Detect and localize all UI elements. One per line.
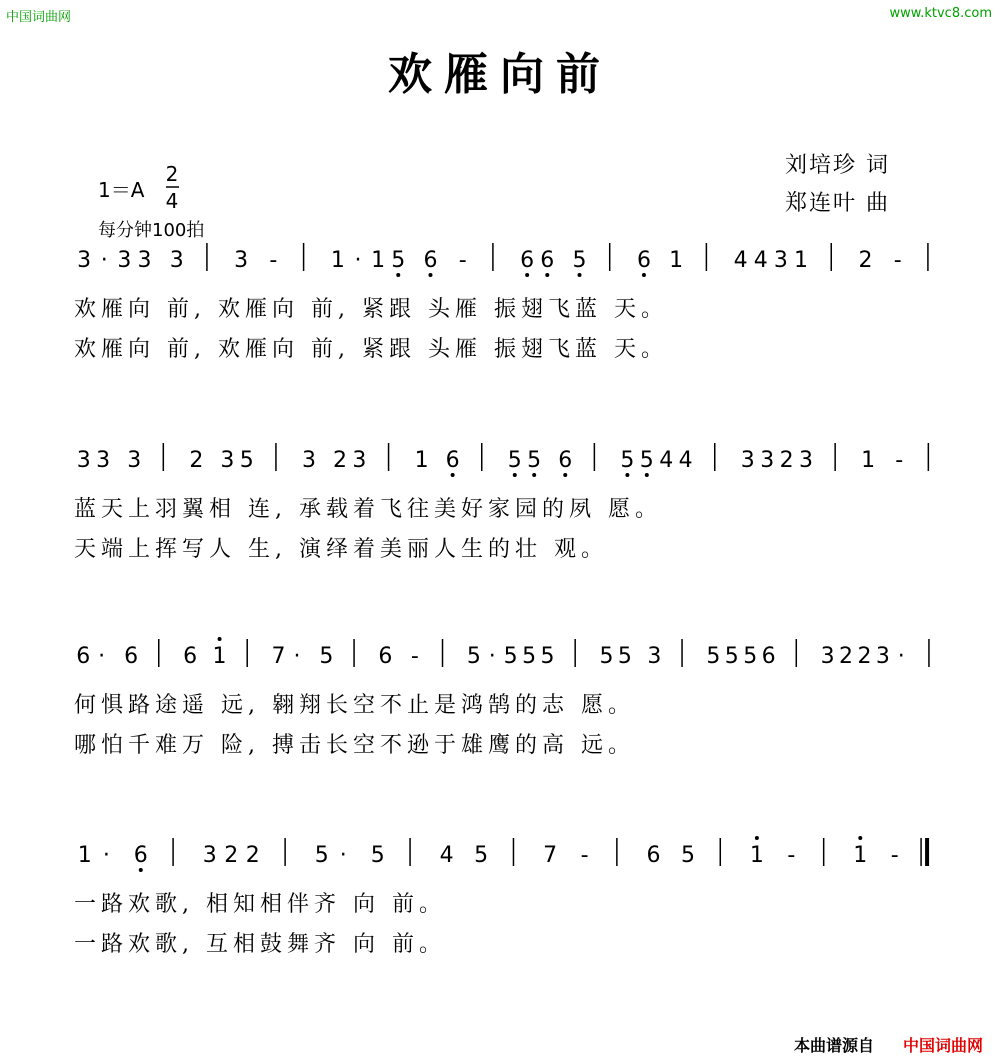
lyric-line: 一路欢歌, 互相鼓舞齐 向 前。 [74, 932, 446, 957]
note: 5 [239, 448, 254, 473]
lyric-line: 天端上挥写人 生, 演绎着美丽人生的壮 观。 [74, 537, 608, 562]
note: 4 [678, 448, 693, 473]
octave-dot-below [578, 273, 582, 277]
note: 3 [169, 248, 184, 273]
lyric-line: 蓝天上羽翼相 连, 承载着飞往美好家园的夙 愿。 [74, 497, 662, 522]
note: 3 [799, 448, 814, 473]
note: 2 [224, 843, 239, 868]
octave-dot-below [396, 273, 400, 277]
note: 5 [599, 644, 614, 669]
note: 3 [820, 644, 835, 669]
note-dash: - [893, 248, 902, 273]
note: 2 [333, 448, 348, 473]
note: 5 [527, 448, 542, 473]
note-dash: - [410, 644, 419, 669]
note: 6 [124, 644, 139, 669]
note: 6 [423, 248, 438, 273]
note: 1 [794, 248, 809, 273]
note: 2 [857, 644, 872, 669]
lyric-line: 欢雁向 前, 欢雁向 前, 紧跟 头雁 振翅飞蓝 天。 [74, 297, 668, 322]
note: 1 [414, 448, 429, 473]
note: 6 [183, 644, 198, 669]
lyric-line: 欢雁向 前, 欢雁向 前, 紧跟 头雁 振翅飞蓝 天。 [74, 337, 668, 362]
note: 1 [371, 248, 386, 273]
augmentation-dot: · [897, 644, 905, 669]
augmentation-dot: · [293, 644, 301, 669]
note: 5 [706, 644, 721, 669]
note: 6 [445, 448, 460, 473]
time-signature-top: 2 [165, 162, 179, 186]
note: 3 [77, 248, 92, 273]
note: 1 [853, 843, 868, 868]
note: 5 [620, 448, 635, 473]
note: 7 [543, 843, 558, 868]
note: 5 [572, 248, 587, 273]
note: 5 [617, 644, 632, 669]
note: 3 [352, 448, 367, 473]
note: 5 [370, 843, 385, 868]
note: 1 [749, 843, 764, 868]
note: 3 [760, 448, 775, 473]
footer-source-site: 中国词曲网 [903, 1036, 984, 1055]
augmentation-dot: · [102, 843, 110, 868]
note: 4 [659, 448, 674, 473]
octave-dot-above [218, 637, 222, 641]
note: 6 [378, 644, 393, 669]
note: 3 [773, 248, 788, 273]
note: 6 [636, 248, 651, 273]
note: 3 [234, 248, 249, 273]
note: 6 [646, 843, 661, 868]
note: 1 [212, 644, 227, 669]
note: 1 [669, 248, 684, 273]
note: 5 [474, 843, 489, 868]
note: 6 [76, 644, 91, 669]
octave-dot-below [451, 473, 455, 477]
tempo-marking: 每分钟100拍 [98, 220, 205, 241]
note: 5 [680, 843, 695, 868]
note: 4 [733, 248, 748, 273]
note: 3 [647, 644, 662, 669]
note: 5 [507, 448, 522, 473]
note: 5 [743, 644, 758, 669]
note-dash: - [895, 448, 904, 473]
song-title: 欢雁向前 [388, 49, 612, 100]
augmentation-dot: · [100, 248, 108, 273]
note: 1 [77, 843, 92, 868]
note-dash: - [787, 843, 796, 868]
note: 5 [391, 248, 406, 273]
note: 3 [117, 248, 132, 273]
lyric-line: 哪怕千难万 险, 搏击长空不逊于雄鹰的高 远。 [74, 733, 635, 758]
note: 5 [319, 644, 334, 669]
note: 4 [439, 843, 454, 868]
note: 3 [127, 448, 142, 473]
note: 5 [522, 644, 537, 669]
site-watermark-left: 中国词曲网 [6, 10, 72, 25]
octave-dot-below [513, 473, 517, 477]
note: 3 [76, 448, 91, 473]
site-watermark-right: www.ktvc8.com [889, 6, 992, 21]
octave-dot-below [139, 868, 143, 872]
note: 2 [245, 843, 260, 868]
lyric-line: 何惧路途遥 远, 翱翔长空不止是鸿鹄的志 愿。 [74, 693, 635, 718]
note: 1 [330, 248, 345, 273]
note: 5 [639, 448, 654, 473]
note: 6 [558, 448, 573, 473]
octave-dot-below [563, 473, 567, 477]
key-signature: 1＝A [98, 178, 145, 202]
octave-dot-below [645, 473, 649, 477]
note: 3 [96, 448, 111, 473]
note: 6 [761, 644, 776, 669]
note: 5 [466, 644, 481, 669]
note: 5 [503, 644, 518, 669]
note: 5 [724, 644, 739, 669]
octave-dot-below [428, 273, 432, 277]
augmentation-dot: · [488, 644, 496, 669]
note-dash: - [458, 248, 467, 273]
note: 1 [861, 448, 876, 473]
octave-dot-below [642, 273, 646, 277]
note: 3 [740, 448, 755, 473]
note: 3 [137, 248, 152, 273]
note: 2 [189, 448, 204, 473]
note: 6 [540, 248, 555, 273]
augmentation-dot: · [98, 644, 106, 669]
note: 4 [753, 248, 768, 273]
octave-dot-below [545, 273, 549, 277]
note-dash: - [269, 248, 278, 273]
octave-dot-above [858, 836, 862, 840]
note-dash: - [890, 843, 899, 868]
footer-source-label: 本曲谱源自 [794, 1036, 875, 1055]
lyric-line: 一路欢歌, 相知相伴齐 向 前。 [74, 892, 446, 917]
note: 3 [875, 644, 890, 669]
note: 5 [314, 843, 329, 868]
composer-credit: 郑连叶 曲 [785, 191, 890, 216]
note-dash: - [580, 843, 589, 868]
augmentation-dot: · [354, 248, 362, 273]
octave-dot-above [755, 836, 759, 840]
note: 6 [520, 248, 535, 273]
octave-dot-below [625, 473, 629, 477]
note: 3 [301, 448, 316, 473]
time-signature-bottom: 4 [165, 189, 179, 213]
note: 7 [271, 644, 286, 669]
note: 5 [540, 644, 555, 669]
note: 6 [133, 843, 148, 868]
note: 3 [220, 448, 235, 473]
octave-dot-below [525, 273, 529, 277]
note: 2 [779, 448, 794, 473]
note: 2 [858, 248, 873, 273]
lyricist-credit: 刘培珍 词 [785, 153, 890, 178]
note: 3 [202, 843, 217, 868]
augmentation-dot: · [339, 843, 347, 868]
octave-dot-below [532, 473, 536, 477]
note: 2 [839, 644, 854, 669]
